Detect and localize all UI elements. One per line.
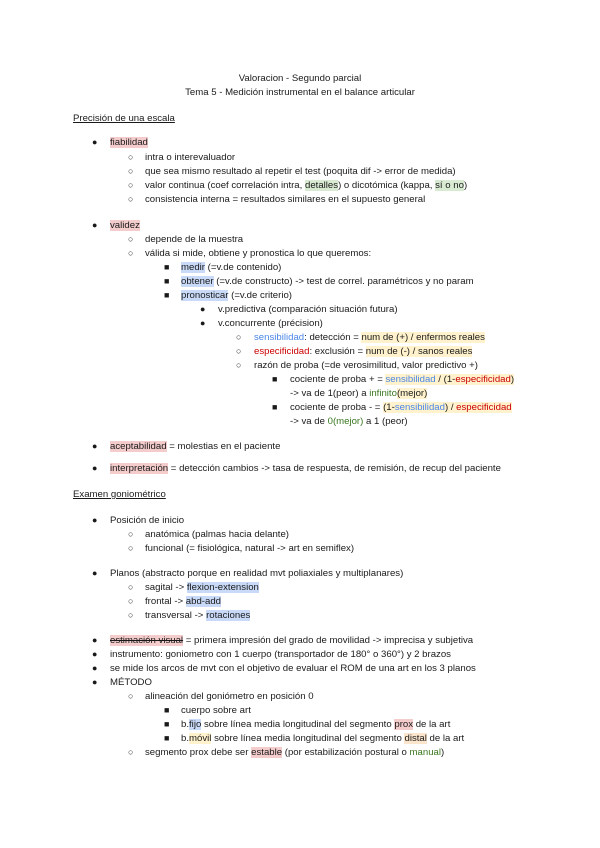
sens-mid: : detección = (304, 332, 362, 343)
frontal-b: abd-add (185, 596, 222, 607)
sensibilidad-term: sensibilidad (254, 332, 305, 343)
bullet-disc: ● (92, 677, 98, 687)
bullet-circle: ○ (128, 543, 134, 553)
sensibilidad-line (254, 331, 485, 345)
bullet-disc: ● (200, 318, 206, 328)
transversal-line (145, 609, 250, 623)
bfijo-line (181, 718, 450, 732)
bullet-square: ■ (164, 733, 170, 743)
valor-text-c: ) (463, 180, 468, 191)
estimacion-rest: = primera impresión del grado de movilidad -> imprecisa y subjetiva (183, 635, 474, 646)
frontal-line (145, 595, 221, 609)
planos-line: Planos (abstracto porque en realidad mvt poliaxiales y multiplanares) (110, 568, 404, 579)
validez-term: validez (110, 220, 140, 231)
cp-plus-a: cociente de proba + = (290, 374, 386, 385)
sagital-a: sagital -> (145, 582, 187, 593)
cp-minus-line (290, 401, 512, 415)
esp-formula: num de (-) / sanos reales (365, 346, 473, 357)
cuerpo-line: cuerpo sobre art (181, 705, 251, 716)
bfijo-prox: prox (394, 719, 414, 730)
medir-line (181, 261, 281, 275)
cp-minus-sens: sensibilidad (394, 402, 445, 413)
estimacion-term: estimación visual (110, 635, 184, 646)
bullet-circle: ○ (128, 610, 134, 620)
bullet-disc: ● (92, 463, 98, 473)
valor-detalles: detalles (304, 180, 339, 191)
bullet-circle: ○ (128, 529, 134, 539)
cp-plus-l2a: -> va de 1(peor) a (290, 388, 370, 399)
aceptabilidad-term: aceptabilidad (110, 441, 167, 452)
pronosticar-rest: (=v.de criterio) (228, 290, 292, 301)
cp-plus-hl (385, 374, 514, 385)
bullet-square: ■ (164, 262, 170, 272)
bullet-square: ■ (164, 276, 170, 286)
arcos-line: se mide los arcos de mvt con el objetivo de evaluar el ROM de una art en los 3 planos (110, 663, 476, 674)
cp-minus-c: ) / (444, 402, 457, 413)
validez-item (110, 219, 140, 233)
obtener-line (181, 275, 474, 289)
especificidad-term: especificidad (254, 346, 310, 357)
bmovil-a: b. (181, 733, 190, 744)
cp-plus-c: ) (510, 374, 515, 385)
especificidad-line (254, 345, 472, 359)
bullet-disc: ● (92, 441, 98, 451)
cp-plus-mejor: (mejor) (396, 388, 428, 399)
cp-minus-l2b: a 1 (peor) (363, 416, 408, 427)
bullet-square: ■ (164, 719, 170, 729)
estimacion-line (110, 634, 473, 648)
fiabilidad-sub-1: intra o interevaluador (145, 152, 236, 163)
section-heading-precision: Precisión de una escala (73, 113, 175, 124)
cp-plus-infinito: infinito (369, 388, 397, 399)
obtener-rest: (=v.de constructo) -> test de correl. paramétricos y no param (213, 276, 474, 287)
segmento-b: (por estabilización postural o (282, 747, 410, 758)
fiabilidad-sub-2: que sea mismo resultado al repetir el test (poquita dif -> error de medida) (145, 166, 456, 177)
cp-plus-b: / (1- (435, 374, 456, 385)
fiabilidad-term: fiabilidad (110, 137, 148, 148)
bullet-disc: ● (92, 649, 98, 659)
bfijo-c: de la art (413, 719, 451, 730)
bullet-circle: ○ (128, 596, 134, 606)
interpretacion-term: interpretación (110, 463, 169, 474)
bmovil-distal: distal (404, 733, 427, 744)
segmento-a: segmento prox debe ser (145, 747, 252, 758)
alineacion-line: alineación del goniómetro en posición 0 (145, 691, 314, 702)
metodo-line: MÉTODO (110, 677, 152, 688)
bullet-circle: ○ (128, 248, 134, 258)
cp-minus-l2a: -> va de (290, 416, 328, 427)
bullet-circle: ○ (128, 152, 134, 162)
bullet-circle: ○ (128, 747, 134, 757)
obtener-term: obtener (181, 276, 214, 287)
segmento-manual: manual (409, 747, 441, 758)
bfijo-hl: fijo (189, 719, 202, 730)
doc-title: Valoracion - Segundo parcial (238, 73, 362, 84)
funcional-line: funcional (= fisiológica, natural -> art en semiflex) (145, 543, 355, 554)
transversal-b: rotaciones (206, 610, 251, 621)
bullet-circle: ○ (128, 582, 134, 592)
anatomica-line: anatómica (palmas hacia delante) (145, 529, 289, 540)
bmovil-c: de la art (426, 733, 465, 744)
bullet-disc: ● (92, 515, 98, 525)
cp-minus-hl (383, 402, 512, 413)
interpretacion-line (110, 462, 501, 476)
bullet-square: ■ (272, 402, 278, 412)
sens-formula: num de (+) / enfermos reales (361, 332, 485, 343)
pronosticar-line (181, 289, 292, 303)
frontal-a: frontal -> (145, 596, 186, 607)
cp-plus-line (290, 373, 514, 387)
cp-minus-b: (1- (383, 402, 395, 413)
segmento-hl: estable (251, 747, 283, 758)
sagital-line (145, 581, 259, 595)
medir-term: medir (181, 262, 205, 273)
bmovil-hl: móvil (189, 733, 212, 744)
transversal-a: transversal -> (145, 610, 207, 621)
bullet-circle: ○ (128, 691, 134, 701)
valor-text-a: valor continua (coef correlación intra, (145, 180, 305, 191)
valor-text-b: ) o dicotómica (kappa, (338, 180, 436, 191)
razon-line: razón de proba (=de verosimilitud, valor predictivo +) (254, 360, 478, 371)
bullet-disc: ● (92, 220, 98, 230)
bullet-circle: ○ (128, 194, 134, 204)
bullet-disc: ● (92, 137, 98, 147)
bullet-circle: ○ (236, 346, 242, 356)
aceptabilidad-line (110, 440, 280, 454)
cp-plus-esp: especificidad (455, 374, 511, 385)
cp-minus-line2 (290, 415, 408, 429)
doc-subtitle: Tema 5 - Medición instrumental en el balance articular (185, 87, 415, 98)
esp-mid: : exclusión = (309, 346, 366, 357)
medir-rest: (=v.de contenido) (205, 262, 282, 273)
aceptabilidad-rest: = molestias en el paciente (166, 441, 281, 452)
cp-plus-sens: sensibilidad (385, 374, 436, 385)
bullet-square: ■ (164, 705, 170, 715)
fiabilidad-sub-3 (145, 179, 467, 193)
segmento-line (145, 746, 444, 760)
bullet-circle: ○ (236, 332, 242, 342)
valor-sino: sí o no (435, 180, 464, 191)
bullet-circle: ○ (128, 234, 134, 244)
bullet-disc: ● (92, 568, 98, 578)
cp-minus-zero: 0(mejor) (327, 416, 364, 427)
cp-minus-a: cociente de proba - = (290, 402, 384, 413)
validez-sub-2: válida si mide, obtiene y pronostica lo que queremos: (145, 248, 372, 259)
segmento-c: ) (441, 747, 445, 758)
fiabilidad-sub-4: consistencia interna = resultados similares en el supuesto general (145, 194, 426, 205)
sagital-b: flexion-extension (186, 582, 259, 593)
section-heading-goniometrico: Examen goniométrico (73, 489, 166, 500)
posicion-line: Posición de inicio (110, 515, 185, 526)
bullet-disc: ● (92, 663, 98, 673)
pronosticar-term: pronosticar (181, 290, 229, 301)
cp-minus-esp: especificidad (456, 402, 512, 413)
fiabilidad-item (110, 136, 148, 150)
instrumento-line: instrumento: goniometro con 1 cuerpo (transportador de 180° o 360°) y 2 brazos (110, 649, 451, 660)
bullet-square: ■ (272, 374, 278, 384)
cp-plus-line2 (290, 387, 427, 401)
bfijo-b: sobre línea media longitudinal del segmento (201, 719, 395, 730)
predictiva-line: v.predictiva (comparación situación futura) (218, 304, 398, 315)
bmovil-line (181, 732, 464, 746)
bullet-disc: ● (200, 304, 206, 314)
bullet-circle: ○ (128, 180, 134, 190)
concurrente-line: v.concurrente (précision) (218, 318, 323, 329)
bfijo-a: b. (181, 719, 190, 730)
bullet-circle: ○ (236, 360, 242, 370)
bullet-square: ■ (164, 290, 170, 300)
validez-sub-1: depende de la muestra (145, 234, 244, 245)
bullet-circle: ○ (128, 166, 134, 176)
interpretacion-rest: = detección cambios -> tasa de respuesta, de remisión, de recup del paciente (168, 463, 501, 474)
bullet-disc: ● (92, 635, 98, 645)
bmovil-b: sobre línea media longitudinal del segmento (211, 733, 405, 744)
